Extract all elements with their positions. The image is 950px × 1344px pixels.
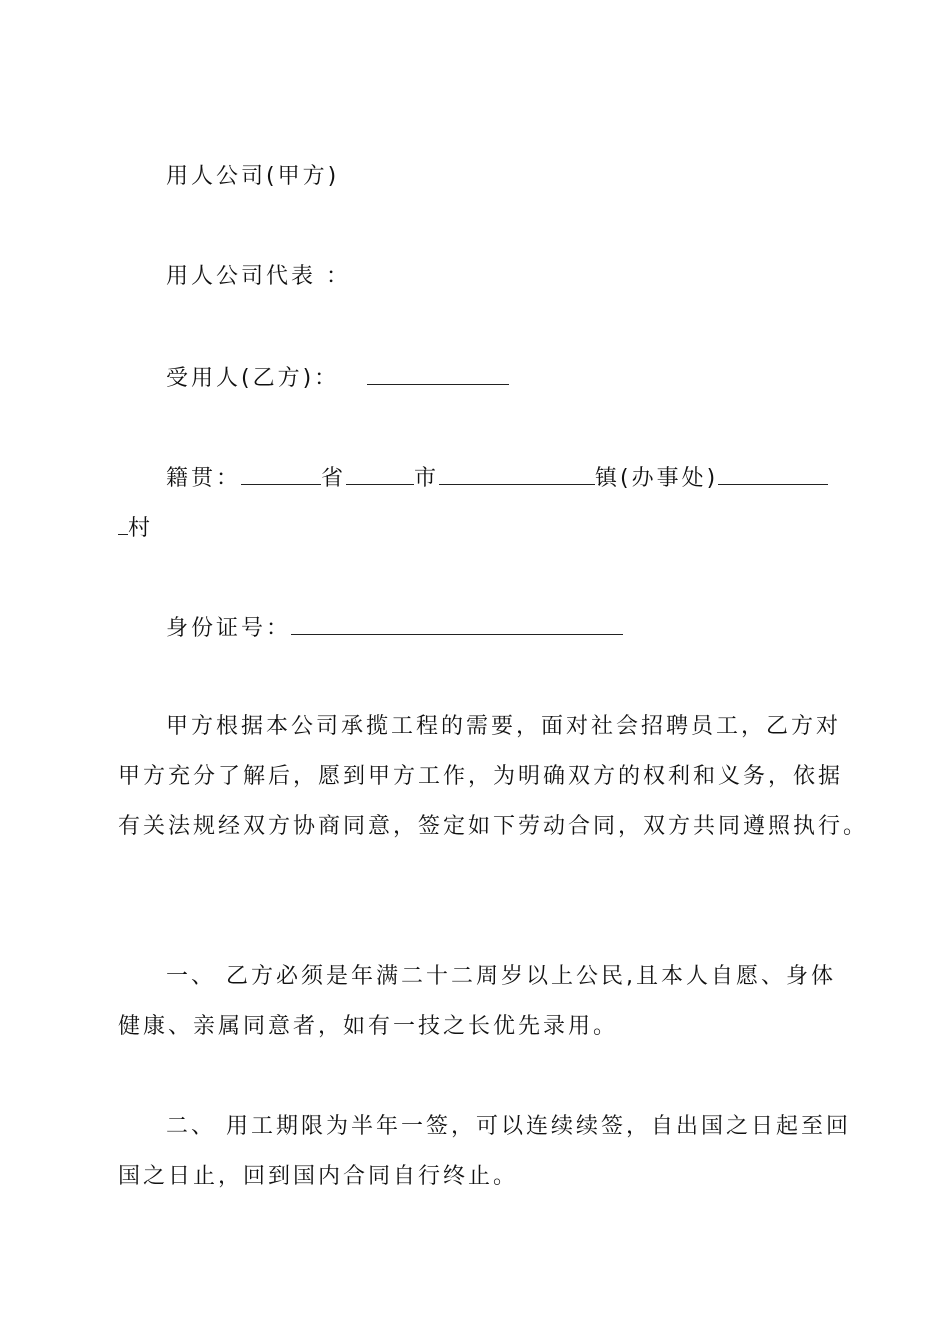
native-place-line bbox=[166, 462, 828, 494]
town-blank[interactable] bbox=[439, 462, 595, 485]
native-place-line-2 bbox=[118, 512, 153, 544]
employee-label: 受用人(乙方)： bbox=[166, 366, 340, 391]
province-blank[interactable] bbox=[241, 462, 321, 485]
clause-1-line-2: 健康、亲属同意者，如有一技之长优先录用。 bbox=[118, 1014, 619, 1039]
town-label: 镇(办事处) bbox=[595, 466, 719, 491]
clause-2-line-2: 国之日止，回到国内合同自行终止。 bbox=[118, 1164, 519, 1189]
intro-line-1: 甲方根据本公司承揽工程的需要，面对社会招聘员工，乙方对 bbox=[166, 714, 842, 739]
clause-2-line-1: 二、 用工期限为半年一签，可以连续续签，自出国之日起至回 bbox=[166, 1114, 851, 1139]
employer-line bbox=[166, 162, 339, 192]
intro-line-2: 甲方充分了解后，愿到甲方工作，为明确双方的权利和义务，依据 bbox=[118, 764, 844, 789]
intro-line-3: 有关法规经双方协商同意，签定如下劳动合同，双方共同遵照执行。 bbox=[118, 814, 869, 839]
id-number-blank[interactable] bbox=[291, 612, 623, 635]
village-blank[interactable] bbox=[718, 462, 828, 485]
city-blank[interactable] bbox=[346, 462, 414, 485]
id-number-line bbox=[166, 612, 623, 644]
id-number-label: 身份证号： bbox=[166, 616, 292, 641]
employer-label: 用人公司(甲方) bbox=[166, 164, 340, 189]
village-blank-tail[interactable] bbox=[118, 512, 128, 535]
province-label: 省 bbox=[321, 466, 347, 491]
city-label: 市 bbox=[414, 466, 440, 491]
employer-rep-label: 用人公司代表 ： bbox=[166, 264, 351, 289]
native-place-label: 籍贯： bbox=[166, 466, 242, 491]
employee-line bbox=[166, 362, 509, 394]
employer-rep-line bbox=[166, 262, 351, 292]
village-label: 村 bbox=[128, 516, 154, 541]
employee-blank[interactable] bbox=[367, 362, 509, 385]
clause-1-line-1: 一、 乙方必须是年满二十二周岁以上公民,且本人自愿、身体 bbox=[166, 964, 836, 989]
